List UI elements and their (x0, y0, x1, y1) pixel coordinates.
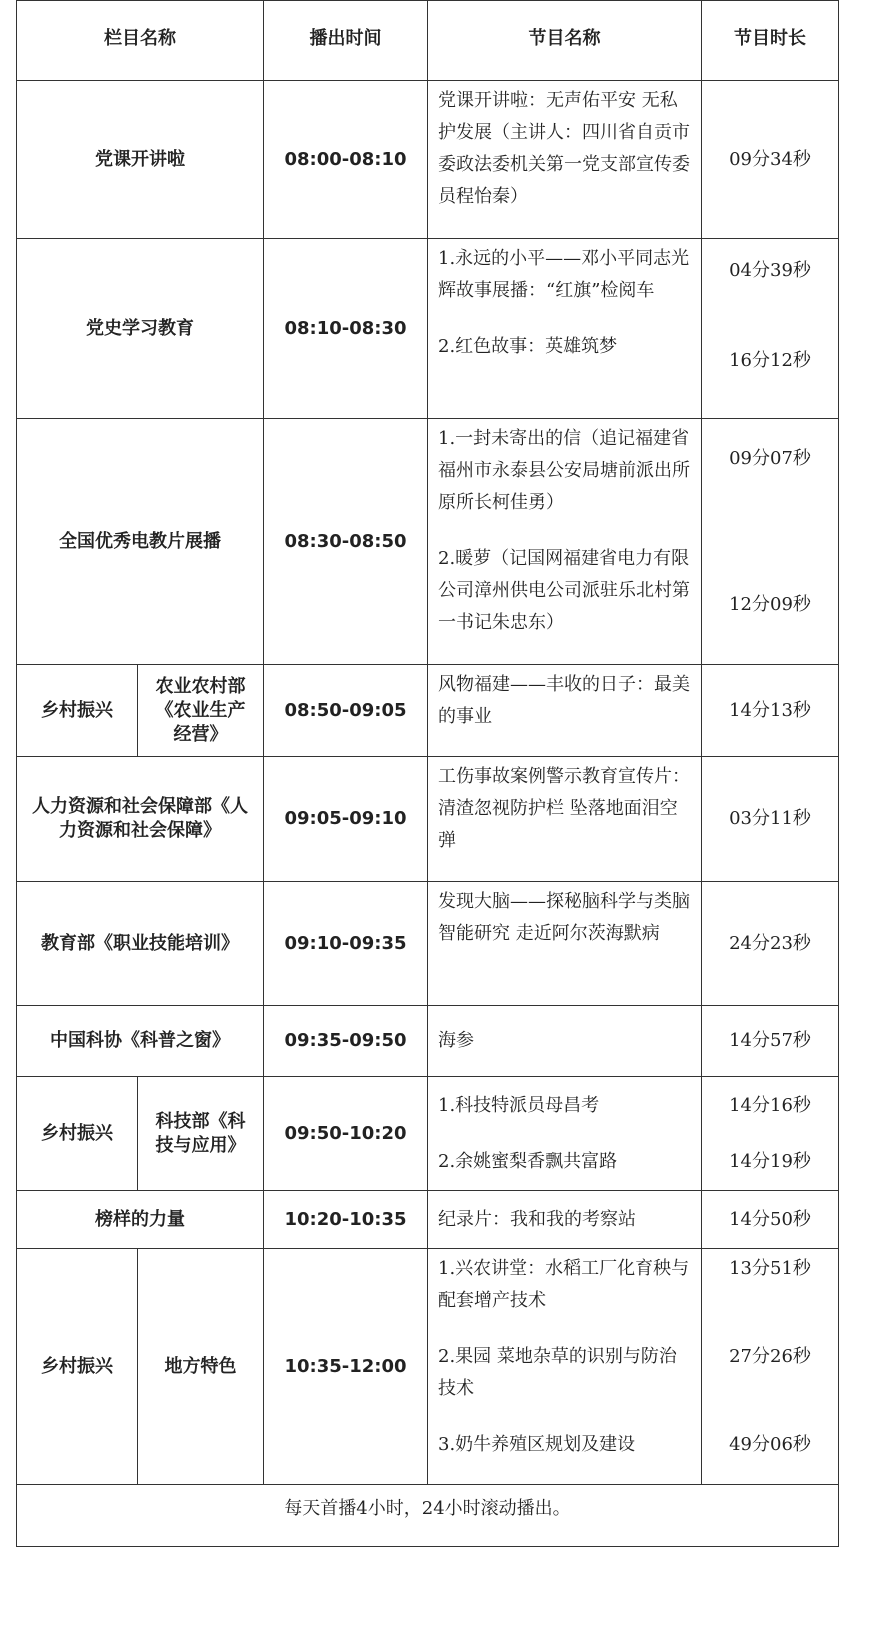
program-item: 1.兴农讲堂：水稻工厂化育秧与配套增产技术 (438, 1258, 690, 1311)
duration-item: 14分19秒 (729, 1150, 811, 1172)
program-name-cell (428, 81, 702, 239)
duration-item: 03分11秒 (729, 808, 811, 829)
duration-cell (702, 419, 839, 665)
broadcast-time-cell: 09:50-10:20 (264, 1077, 428, 1191)
program-item: 2.红色故事：英雄筑梦 (438, 336, 618, 357)
program-item: 海参 (438, 1030, 474, 1051)
header-broadcast-time: 播出时间 (264, 1, 428, 81)
duration-item: 49分06秒 (729, 1434, 811, 1455)
broadcast-time-cell: 10:20-10:35 (264, 1191, 428, 1249)
program-item: 党课开讲啦：无声佑平安 无私护发展（主讲人：四川省自贡市委政法委机关第一党支部宣传委员程怡秦） (438, 90, 690, 207)
duration-item: 12分09秒 (729, 594, 811, 615)
program-name-cell (428, 1006, 702, 1077)
table-row (17, 1249, 839, 1485)
sub-column-cell: 农业农村部《农业生产经营》 (138, 665, 264, 757)
broadcast-time-cell: 09:35-09:50 (264, 1006, 428, 1077)
program-item: 2.暖萝（记国网福建省电力有限公司漳州供电公司派驻乐北村第一书记朱忠东） (438, 548, 690, 633)
table-row (17, 665, 839, 757)
table-row (17, 882, 839, 1006)
duration-item: 09分07秒 (729, 448, 811, 469)
program-item: 1.科技特派员母昌考 (438, 1094, 600, 1116)
column-name-cell: 榜样的力量 (17, 1191, 264, 1249)
program-name-cell (428, 1249, 702, 1485)
program-name-cell (428, 882, 702, 1006)
column-name-cell: 教育部《职业技能培训》 (17, 882, 264, 1006)
program-item: 1.一封未寄出的信（追记福建省福州市永泰县公安局塘前派出所原所长柯佳勇） (438, 428, 690, 513)
program-name-cell (428, 239, 702, 419)
duration-cell (702, 757, 839, 882)
broadcast-time-cell: 08:30-08:50 (264, 419, 428, 665)
program-item: 2.余姚蜜梨香飘共富路 (438, 1150, 618, 1172)
column-name-cell: 全国优秀电教片展播 (17, 419, 264, 665)
sub-column-cell: 科技部《科技与应用》 (138, 1077, 264, 1191)
program-item: 2.果园 菜地杂草的识别与防治技术 (438, 1346, 677, 1399)
footer-row (17, 1485, 839, 1547)
duration-item: 14分57秒 (729, 1030, 811, 1051)
table-row (17, 1006, 839, 1077)
column-name-cell: 乡村振兴 (17, 665, 138, 757)
header-column-name: 栏目名称 (17, 1, 264, 81)
header-program-name: 节目名称 (428, 1, 702, 81)
duration-item: 16分12秒 (729, 350, 811, 371)
column-name-cell: 人力资源和社会保障部《人力资源和社会保障》 (17, 757, 264, 882)
program-item: 工伤事故案例警示教育宣传片：清渣忽视防护栏 坠落地面泪空弹 (438, 766, 690, 851)
sub-column-cell: 地方特色 (138, 1249, 264, 1485)
duration-item: 04分39秒 (729, 260, 811, 281)
program-name-cell (428, 757, 702, 882)
duration-item: 14分50秒 (729, 1208, 811, 1230)
table-row (17, 81, 839, 239)
duration-cell (702, 1006, 839, 1077)
table-row (17, 419, 839, 665)
program-item: 发现大脑——探秘脑科学与类脑智能研究 走近阿尔茨海默病 (438, 891, 690, 944)
broadcast-time-cell: 08:00-08:10 (264, 81, 428, 239)
duration-cell (702, 882, 839, 1006)
duration-item: 24分23秒 (729, 932, 811, 954)
table-row (17, 1077, 839, 1191)
program-name-cell (428, 1191, 702, 1249)
column-name-cell: 乡村振兴 (17, 1077, 138, 1191)
broadcast-time-cell: 09:05-09:10 (264, 757, 428, 882)
footer-note: 每天首播4小时，24小时滚动播出。 (17, 1485, 839, 1547)
broadcast-time-cell: 08:10-08:30 (264, 239, 428, 419)
program-item: 3.奶牛养殖区规划及建设 (438, 1434, 636, 1455)
duration-cell (702, 239, 839, 419)
header-row (17, 1, 839, 81)
table-row (17, 239, 839, 419)
broadcast-time-cell: 09:10-09:35 (264, 882, 428, 1006)
duration-item: 27分26秒 (729, 1346, 811, 1367)
duration-item: 14分13秒 (729, 699, 811, 721)
program-item: 风物福建——丰收的日子：最美的事业 (438, 674, 690, 727)
duration-item: 09分34秒 (729, 148, 811, 170)
program-name-cell (428, 419, 702, 665)
broadcast-time-cell: 10:35-12:00 (264, 1249, 428, 1485)
duration-item: 14分16秒 (729, 1094, 811, 1116)
column-name-cell: 乡村振兴 (17, 1249, 138, 1485)
column-name-cell: 中国科协《科普之窗》 (17, 1006, 264, 1077)
program-item: 纪录片：我和我的考察站 (438, 1208, 636, 1230)
column-name-cell: 党课开讲啦 (17, 81, 264, 239)
program-name-cell (428, 1077, 702, 1191)
table-row (17, 757, 839, 882)
duration-cell (702, 81, 839, 239)
program-item: 1.永远的小平——邓小平同志光辉故事展播：“红旗”检阅车 (438, 248, 690, 301)
duration-cell (702, 665, 839, 757)
column-name-cell: 党史学习教育 (17, 239, 264, 419)
broadcast-time-cell: 08:50-09:05 (264, 665, 428, 757)
program-name-cell (428, 665, 702, 757)
duration-cell (702, 1077, 839, 1191)
table-row (17, 1191, 839, 1249)
duration-cell (702, 1191, 839, 1249)
schedule-table (16, 0, 839, 1547)
duration-item: 13分51秒 (729, 1258, 811, 1279)
header-duration: 节目时长 (702, 1, 839, 81)
duration-cell (702, 1249, 839, 1485)
